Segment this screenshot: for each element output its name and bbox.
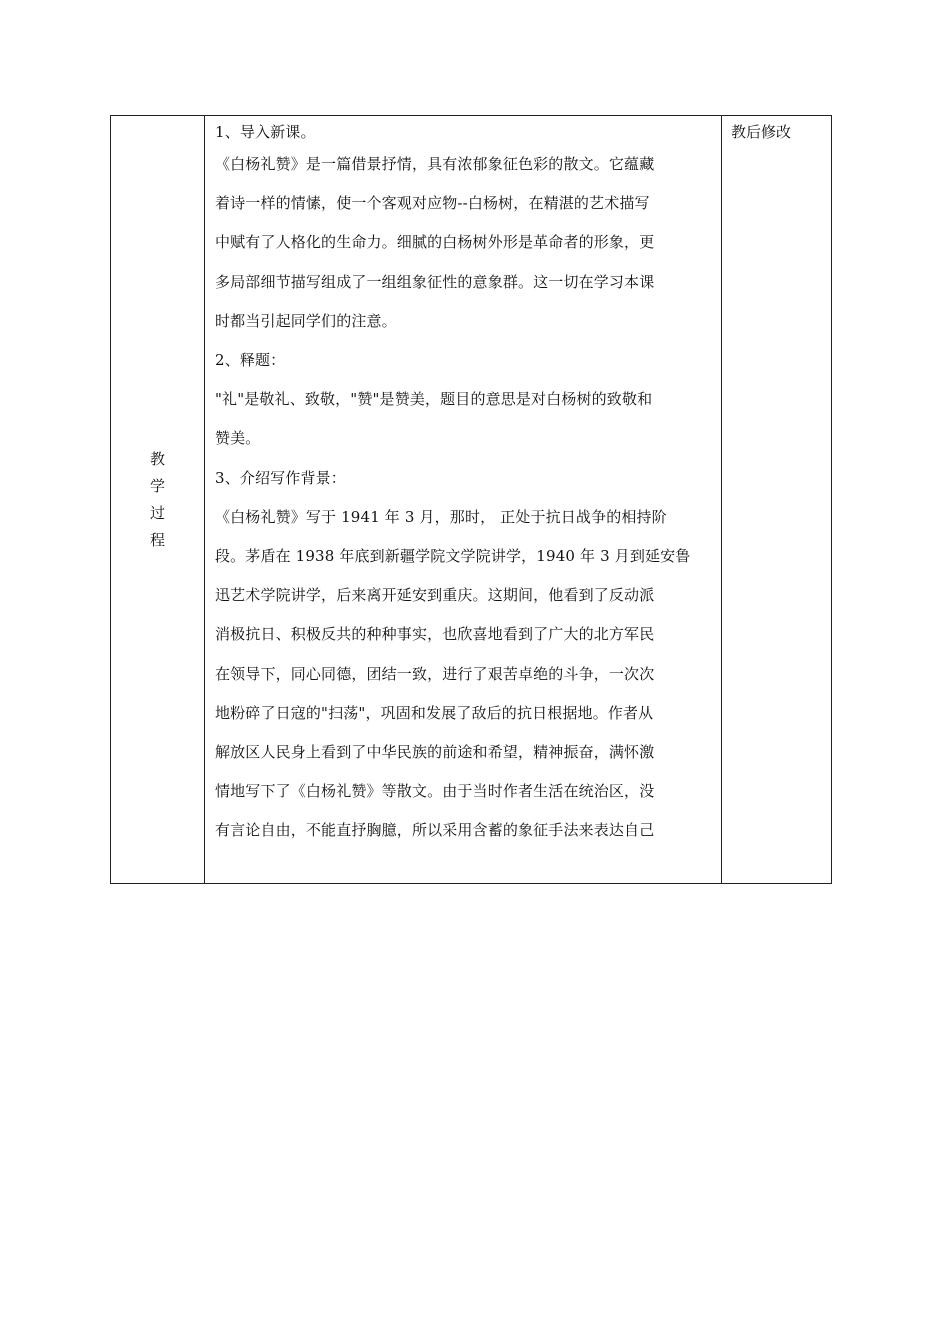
content-line: 赞美。 [215,429,261,448]
content-line: 多局部细节描写组成了一组组象征性的意象群。这一切在学习本课 [215,272,655,291]
content-line: 解放区人民身上看到了中华民族的前途和希望，精神振奋，满怀激 [215,743,655,762]
content-line: 中赋有了人格化的生命力。细腻的白杨树外形是革命者的形象，更 [215,233,655,252]
section-label: 教学过程 [149,449,165,549]
content-line: 2、释题： [215,351,286,370]
revision-notes-header: 教后修改 [731,123,792,141]
content-line: 在领导下，同心同德，团结一致，进行了艰苦卓绝的斗争，一次次 [215,664,655,683]
lesson-content-cell [205,116,722,884]
content-line: "礼"是敬礼、致敬，"赞"是赞美，题目的意思是对白杨树的致敬和 [215,390,653,409]
content-line: 时都当引起同学们的注意。 [215,311,397,330]
content-line: 《白杨礼赞》写于 1941 年 3 月，那时， 正处于抗日战争的相持阶 [215,507,667,526]
content-line: 3、介绍写作背景： [215,468,346,487]
section-label-cell [111,116,205,884]
content-line: 情地写下了《白杨礼赞》等散文。由于当时作者生活在统治区，没 [215,782,655,801]
content-line: 1、导入新课。 [215,123,316,141]
content-line: 有言论自由，不能直抒胸臆，所以采用含蓄的象征手法来表达自己 [215,821,655,840]
content-line: 《白杨礼赞》是一篇借景抒情，具有浓郁象征色彩的散文。它蕴藏 [215,155,655,173]
content-line: 着诗一样的情愫，使一个客观对应物--白杨树，在精湛的艺术描写 [215,194,650,213]
content-line: 地粉碎了日寇的"扫荡"，巩固和发展了敌后的抗日根据地。作者从 [215,703,654,722]
lesson-plan-table [110,115,832,884]
content-line: 消极抗日、积极反共的种种事实，也欣喜地看到了广大的北方军民 [215,625,655,644]
content-line: 迅艺术学院讲学，后来离开延安到重庆。这期间，他看到了反动派 [215,586,655,605]
revision-notes-cell [722,116,832,884]
content-line: 段。茅盾在 1938 年底到新疆学院文学院讲学，1940 年 3 月到延安鲁 [215,547,691,566]
table-row [111,116,832,884]
